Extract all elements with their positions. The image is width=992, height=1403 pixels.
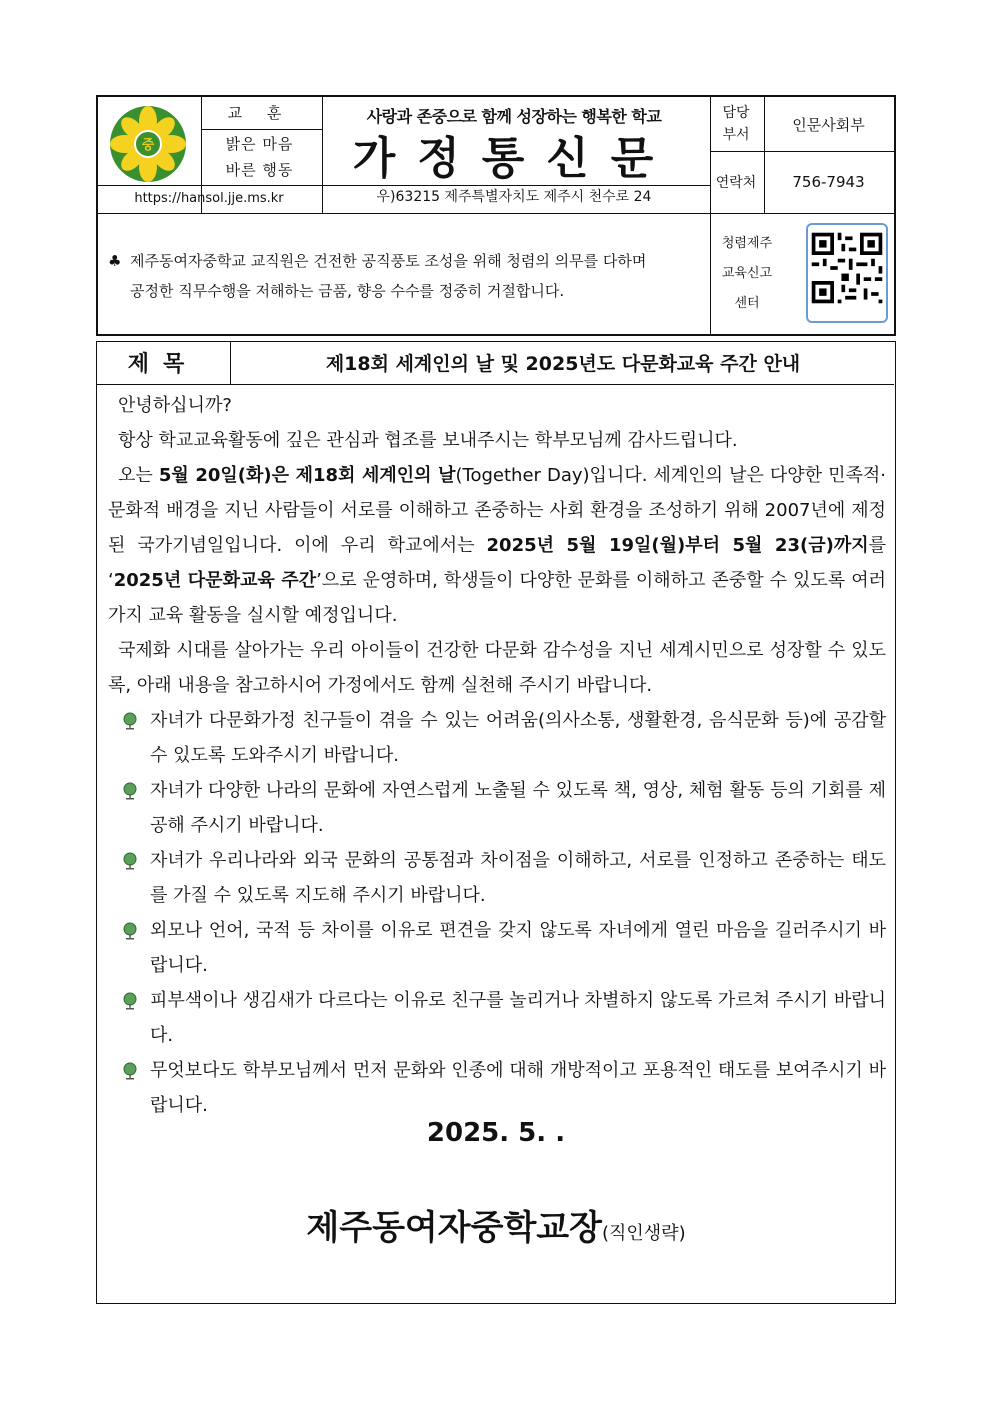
dept-label	[709, 98, 763, 150]
p1-text-e: 를 ‘	[108, 535, 886, 591]
letter-body	[108, 388, 886, 1123]
list-item	[108, 1053, 886, 1123]
qr-code[interactable]	[806, 223, 888, 323]
report-line-3: 센터	[734, 296, 760, 311]
motto-line-1: 밝은 마음	[225, 134, 294, 153]
p1-bold-date: 5월 20일(화)은 제18회 세계인의 날	[158, 465, 456, 486]
globe-pin-icon	[122, 922, 138, 940]
integrity-notice	[108, 246, 708, 306]
seal-omitted-note: (직인생략)	[602, 1223, 686, 1244]
report-line-1: 청렴제주	[721, 236, 773, 251]
school-slogan: 사랑과 존중으로 함께 성장하는 행복한 학교	[366, 107, 662, 126]
dept-value: 인문사회부	[792, 115, 865, 134]
school-address: 우)63215 제주특별자치도 제주시 천수로 24	[376, 189, 652, 205]
list-item	[108, 843, 886, 913]
list-item-text: 자녀가 다양한 나라의 문화에 자연스럽게 노출될 수 있도록 책, 영상, 체험 활동 등의 기회를 제공해 주시기 바랍니다.	[150, 780, 886, 836]
contact-value: 756-7943	[792, 173, 865, 191]
list-item	[108, 703, 886, 773]
motto-line-2: 바른 행동	[225, 160, 294, 179]
report-line-2: 교육신고	[721, 266, 773, 281]
list-item-text: 무엇보다도 학부모님께서 먼저 문화와 인종에 대해 개방적이고 포용적인 태도를 보여주시기 바랍니다.	[150, 1060, 886, 1116]
report-center-label	[709, 228, 785, 320]
p1-bold-period: 2025년 5월 19일(월)부터 5월 23(금)까지	[486, 535, 869, 556]
contact-label: 연락처	[715, 175, 757, 191]
school-website: https://hansol.jje.ms.kr	[134, 190, 284, 206]
list-item-text: 자녀가 우리나라와 외국 문화의 공통점과 차이점을 이해하고, 서로를 인정하고 존중하는 태도를 가질 수 있도록 지도해 주시기 바랍니다.	[150, 850, 886, 906]
list-item-text: 피부색이나 생김새가 다르다는 이유로 친구를 놀리거나 차별하지 않도록 가르쳐 주시기 바랍니다.	[150, 990, 886, 1046]
p1-bold-week: 2025년 다문화교육 주간	[113, 570, 317, 591]
notice-line-2: 공정한 직무수행을 저해하는 금품, 향응 수수를 정중히 거절합니다.	[130, 282, 565, 300]
intro-paragraph	[108, 458, 886, 633]
list-item	[108, 983, 886, 1053]
p1-text-c: (Together Day)입니다. 세계인의 날은 다양한 민족적·문화적 배경을 지닌 사람들이 서로를 이해하고 존중하는 사회 환경을 조성하기 위해 2007년에 제정된 국가기념일입니다. 이에 우리 학교에서는	[108, 465, 886, 556]
qr-code-icon	[808, 229, 886, 307]
dept-label-2: 부서	[722, 127, 750, 143]
svg-text:중: 중	[141, 138, 155, 153]
page-title: 가정통신문	[352, 133, 676, 184]
list-item	[108, 773, 886, 843]
list-item-text: 외모나 언어, 국적 등 차이를 이유로 편견을 갖지 않도록 자녀에게 열린 마음을 길러주시기 바랍니다.	[150, 920, 886, 976]
guideline-list	[108, 703, 886, 1123]
subject-title: 제18회 세계인의 날 및 2025년도 다문화교육 주간 안내	[325, 352, 801, 375]
list-item-text: 자녀가 다문화가정 친구들이 겪을 수 있는 어려움(의사소통, 생활환경, 음식문화 등)에 공감할 수 있도록 도와주시기 바랍니다.	[150, 710, 886, 766]
p1-text-g: ’으로 운영하며, 학생들이 다양한 문화를 이해하고 존중할 수 있도록 여러 가지 교육 활동을 실시할 예정입니다.	[108, 570, 887, 626]
school-logo-icon	[108, 104, 188, 184]
motto-label: 교 훈	[227, 103, 292, 122]
club-icon: ♣	[108, 252, 122, 270]
greeting: 안녕하십니까?	[118, 395, 232, 416]
list-item	[108, 913, 886, 983]
principal-signature	[96, 1200, 896, 1249]
globe-pin-icon	[122, 782, 138, 800]
request-paragraph: 국제화 시대를 살아가는 우리 아이들이 건강한 다문화 감수성을 지닌 세계시민으로 성장할 수 있도록, 아래 내용을 참고하시어 가정에서도 함께 실천해 주시기 바랍니다.	[108, 640, 886, 696]
globe-pin-icon	[122, 712, 138, 730]
globe-pin-icon	[122, 1062, 138, 1080]
globe-pin-icon	[122, 992, 138, 1010]
dept-label-1: 담당	[722, 105, 750, 121]
subject-label: 제목	[127, 351, 199, 377]
globe-pin-icon	[122, 852, 138, 870]
signature-text: 제주동여자중학교장	[306, 1208, 602, 1248]
issue-date: 2025. 5. .	[426, 1118, 566, 1148]
notice-line-1: 제주동여자중학교 교직원은 건전한 공직풍토 조성을 위해 청렴의 의무를 다하며	[130, 252, 647, 270]
p1-text-a: 오는	[118, 465, 159, 486]
thanks-paragraph: 항상 학교교육활동에 깊은 관심과 협조를 보내주시는 학부모님께 감사드립니다.	[118, 430, 738, 451]
